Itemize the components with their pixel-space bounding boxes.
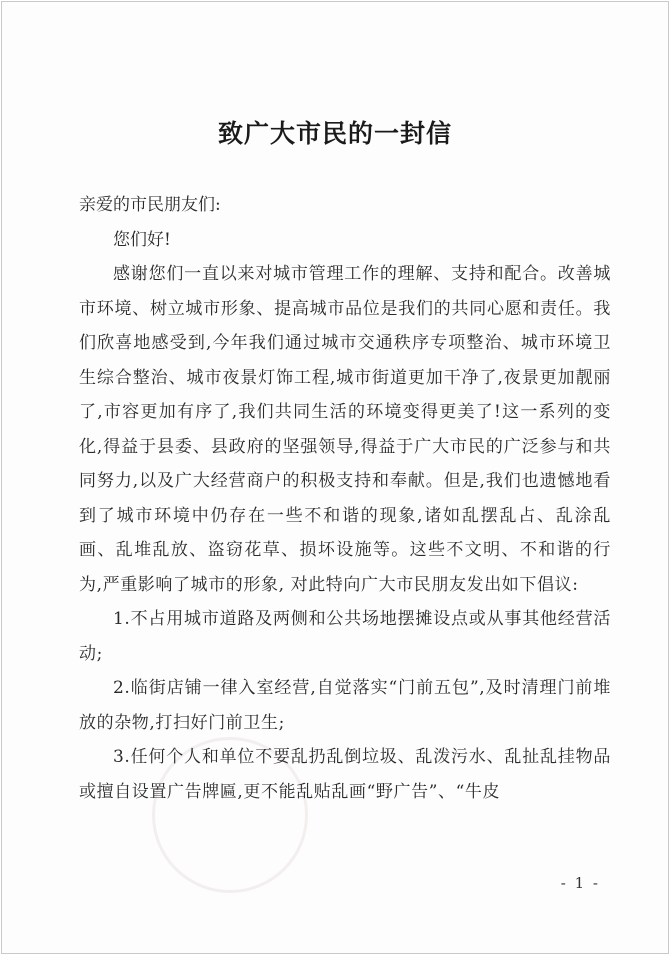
paragraph-item-2: 2.临街店铺一律入室经营,自觉落实“门前五包”,及时清理门前堆放的杂物,打扫好门前卫生; bbox=[79, 678, 611, 733]
page-title: 致广大市民的一封信 bbox=[217, 119, 452, 148]
greeting: 您们好! bbox=[113, 229, 171, 250]
paragraph-item-3: 3.任何个人和单位不要乱扔乱倒垃圾、乱泼污水、乱扯乱挂物品或擅自设置广告牌匾,更不能乱贴乱画“野广告”、“牛皮 bbox=[79, 747, 611, 802]
paragraph-item-1: 1.不占用城市道路及两侧和公共场地摆摊设点或从事其他经营活动; bbox=[79, 609, 611, 664]
page-number: - 1 - bbox=[560, 874, 600, 892]
document-page bbox=[1, 1, 669, 954]
salutation: 亲爱的市民朋友们: bbox=[79, 195, 221, 215]
letter-body bbox=[79, 188, 611, 809]
paragraph-intro: 感谢您们一直以来对城市管理工作的理解、支持和配合。改善城市环境、树立城市形象、提高城市品位是我们的共同心愿和责任。我们欣喜地感受到,今年我们通过城市交通秩序专项整治、城市环境卫生综合整治、城市夜景灯饰工程,城市街道更加干净了,夜景更加靓丽了,市容更加有序了,我们共同生活的环境变得更美了!这一系列的变化,得益于县委、县政府的坚强领导,得益于广大市民的广泛参与和共同努力,以及广大经营商户的积极支持和奉献。但是,我们也遗憾地看到了城市环境中仍存在一些不和谐的现象,诸如乱摆乱占、乱涂乱画、乱堆乱放、盗窃花草、损坏设施等。这些不文明、不和谐的行为,严重影响了城市的形象, 对此特向广大市民朋友发出如下倡议: bbox=[79, 264, 611, 595]
